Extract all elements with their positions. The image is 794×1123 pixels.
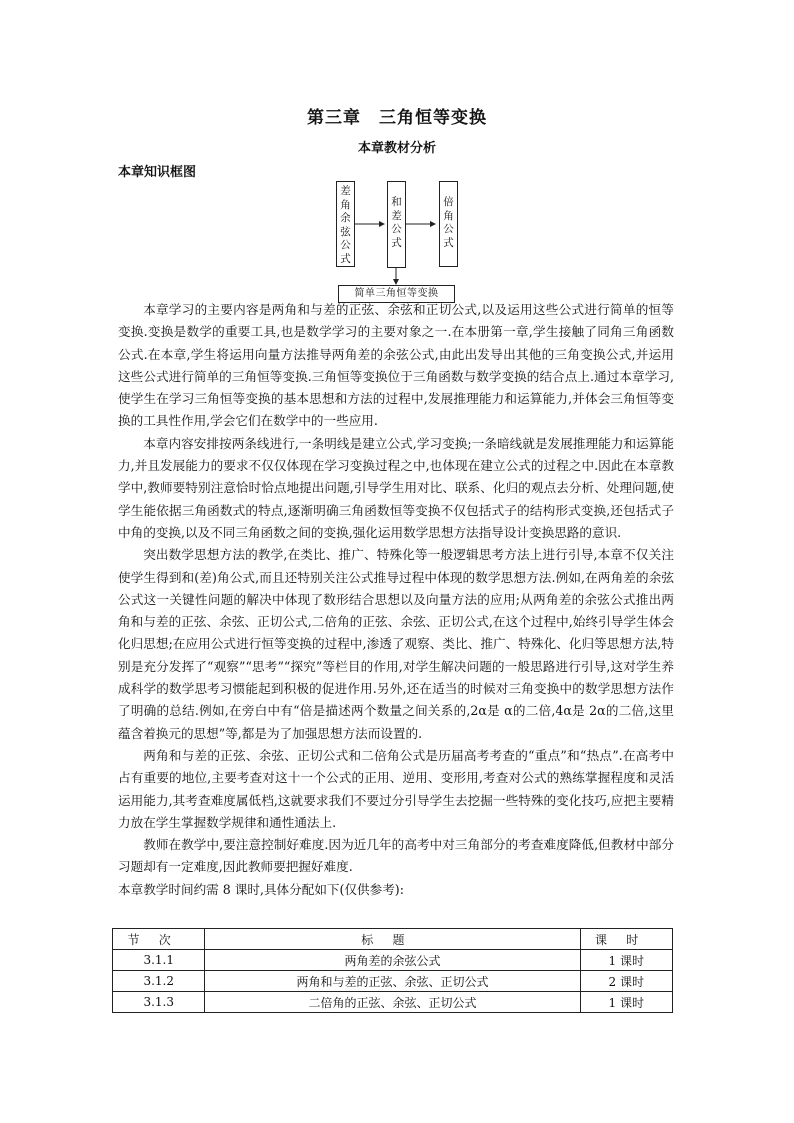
box1-char: 式: [340, 252, 351, 265]
box2-char: 差: [391, 209, 402, 222]
box1-char: 角: [340, 198, 351, 211]
box3-char: 倍: [443, 196, 454, 208]
box-simple-identity: 简单三角恒等变换: [338, 285, 455, 303]
box2-char: 式: [391, 236, 402, 249]
cell-hours: 1 课时: [580, 992, 673, 1013]
box1-char: 余: [340, 212, 351, 224]
box3-char: 角: [443, 209, 454, 222]
section-title: 本章教材分析: [357, 141, 436, 156]
box1-char: 公: [340, 239, 351, 251]
cell-section: 3.1.3: [113, 992, 205, 1013]
table-row: [113, 971, 673, 992]
table-header-row: [113, 929, 673, 950]
table-row: [113, 992, 673, 1013]
paragraph: 两角和与差的正弦、余弦、正切公式和二倍角公式是历届高考考查的“重点”和“热点”.在高考中占有重要的地位,主要考查对这十一个公式的正用、逆用、变形用,考查对公式的熟练掌握程度和灵活运用能力,其考查难度属低档,这就要求我们不要过分引导学生去挖掘一些特殊的变化技巧,应把主要精力放在学生掌握数学规律和通性通法上.: [118, 747, 674, 830]
cell-hours: 1 课时: [580, 950, 673, 971]
box3-char: 公: [443, 223, 454, 235]
cell-title: 二倍角的正弦、余弦、正切公式: [205, 992, 580, 1013]
framework-heading: 本章知识框图: [118, 165, 197, 180]
cell-section: 3.1.1: [113, 950, 205, 971]
box2-char: 公: [391, 223, 402, 235]
box-difference-cosine: [336, 181, 355, 267]
cell-title: 两角和与差的正弦、余弦、正切公式: [205, 971, 580, 992]
header-hours: 课时: [580, 929, 673, 950]
paragraph: 突出数学思想方法的教学,在类比、推广、特殊化等一般逻辑思考方法上进行引导,本章不仅关注使学生得到和(差)角公式,而且还特别关注公式推导过程中体现的数学思想方法.例如,在两角差的余弦公式这一关键性问题的解决中体现了数形结合思想以及向量方法的应用;从两角差的余弦公式推出两角和与差的正弦、余弦、正切公式,二倍角的正弦、余弦、正切公式,在这个过程中,始终引导学生体会化归思想;在应用公式进行恒等变换的过程中,渗透了观察、类比、推广、特殊化、化归等思想方法,特别是充分发挥了“观察”“思考”“探究”等栏目的作用,对学生解决问题的一般思路进行引导,这对学生养成科学的数学思考习惯能起到积极的促进作用.另外,还在适当的时候对三角变换中的数学思想方法作了明确的总结.例如,在旁白中有“倍是描述两个数量之间关系的,2α是 α的二倍,4α是 2α的二倍,这里蕴含着换元的思想”等,都是为了加强思想方法而设置的.: [118, 547, 674, 741]
table-row: [113, 950, 673, 971]
cell-section: 3.1.2: [113, 971, 205, 992]
schedule-table: [112, 928, 673, 1013]
body-text: [118, 299, 674, 901]
paragraph: 教师在教学中,要注意控制好难度.因为近几年的高考中对三角部分的考查难度降低,但教材中部分习题却有一定难度,因此教师要把握好难度.: [118, 837, 674, 875]
box-sum-difference: [387, 181, 406, 268]
knowledge-framework-diagram: [330, 178, 465, 306]
box1-char: 弦: [340, 225, 351, 238]
box1-char: 差: [340, 185, 351, 197]
box3-char: 式: [443, 236, 454, 249]
cell-title: 两角差的余弦公式: [205, 950, 580, 971]
header-section: 节次: [113, 929, 205, 950]
box-double-angle: [439, 181, 458, 267]
cell-hours: 2 课时: [580, 971, 673, 992]
paragraph: 本章学习的主要内容是两角和与差的正弦、余弦和正切公式,以及运用这些公式进行简单的恒等变换.变换是数学的重要工具,也是数学学习的主要对象之一.在本册第一章,学生接触了同角三角函数公式.在本章,学生将运用向量方法推导两角差的余弦公式,由此出发导出其他的三角变换公式,并运用这些公式进行简单的三角恒等变换.三角恒等变换位于三角函数与数学变换的结合点上.通过本章学习,使学生在学习三角恒等变换的基本思想和方法的过程中,发展推理能力和运算能力,并体会三角恒等变换的工具性作用,学会它们在数学中的一些应用.: [118, 302, 674, 429]
schedule-intro: 本章教学时间约需 8 课时,具体分配如下(仅供参考):: [118, 881, 404, 897]
box2-char: 和: [391, 196, 402, 208]
paragraph: 本章内容安排按两条线进行,一条明线是建立公式,学习变换;一条暗线就是发展推理能力和运算能力,并且发展能力的要求不仅仅体现在学习变换过程之中,也体现在建立公式的过程之中.因此在本章教学中,教师要特别注意恰时恰点地提出问题,引导学生用对比、联系、化归的观点去分析、处理问题,使学生能依据三角函数式的特点,逐渐明确三角函数恒等变换不仅包括式子的结构形式变换,还包括式子中角的变换,以及不同三角函数之间的变换,强化运用数学思想方法指导设计变换思路的意识.: [118, 435, 674, 540]
chapter-title: 第三章 三角恒等变换: [307, 108, 487, 128]
header-title: 标题: [205, 929, 580, 950]
